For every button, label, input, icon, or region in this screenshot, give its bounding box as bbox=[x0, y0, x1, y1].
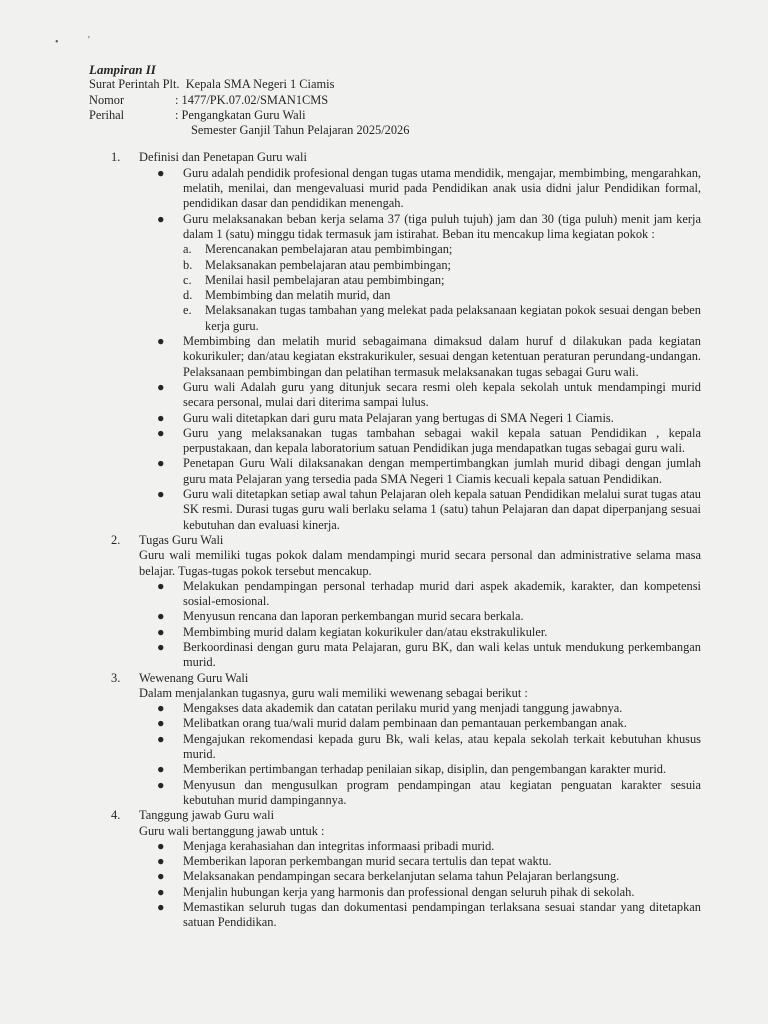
section-title: Definisi dan Penetapan Guru wali bbox=[139, 150, 307, 165]
bullet-list bbox=[139, 166, 701, 533]
bullet-icon: ● bbox=[157, 624, 165, 639]
header-label: Surat Perintah Plt. bbox=[89, 77, 180, 92]
list-item bbox=[157, 426, 701, 457]
bullet-icon: ● bbox=[157, 869, 165, 884]
section-body bbox=[139, 808, 701, 930]
bullet-icon: ● bbox=[157, 762, 165, 777]
list-item bbox=[157, 487, 701, 533]
bullet-text: Guru yang melaksanakan tugas tambahan sebagai wakil kepala satuan Pendidikan , kepala perpustakaan, dan kepala laboratorium satuan Pendidikan juga mendapatkan tugas sebagai guru wali. bbox=[183, 425, 701, 456]
section-body bbox=[139, 671, 701, 809]
sub-list-item bbox=[183, 288, 701, 303]
header-value: : 1477/PK.07.02/SMAN1CMS bbox=[175, 92, 329, 107]
sub-item-letter: b. bbox=[183, 257, 193, 272]
bullet-icon: ● bbox=[157, 578, 165, 593]
bullet-text: Menjalin hubungan kerja yang harmonis dan professional dengan seluruh pihak di sekolah. bbox=[183, 884, 635, 899]
sub-item-text: Menilai hasil pembelajaran atau pembimbingan; bbox=[205, 272, 445, 287]
bullet-text: Memberikan pertimbangan terhadap penilaian sikap, disiplin, dan pengembangan karakter murid. bbox=[183, 762, 667, 777]
header-row-letter bbox=[89, 77, 701, 92]
bullet-icon: ● bbox=[157, 379, 165, 394]
list-item bbox=[157, 212, 701, 334]
list-item bbox=[157, 732, 701, 763]
section-2 bbox=[111, 533, 701, 671]
bullet-icon: ● bbox=[157, 639, 165, 654]
bullet-text: Menyusun dan mengusulkan program pendampingan atau kegiatan penguatan karakter sesuia kebutuhan murid dampingannya. bbox=[183, 777, 701, 807]
section-number: 4. bbox=[111, 808, 121, 823]
bullet-text: Mengakses data akademik dan catatan perilaku murid yang menjadi tanggung jawabnya. bbox=[183, 701, 623, 716]
section-number: 2. bbox=[111, 532, 121, 547]
sub-item-text: Membimbing dan melatih murid, dan bbox=[205, 288, 391, 303]
bullet-list bbox=[139, 839, 701, 931]
sub-item-text: Merencanakan pembelajaran atau pembimbingan; bbox=[205, 242, 453, 257]
section-body bbox=[139, 533, 701, 671]
list-item bbox=[157, 854, 701, 869]
header-value: : Pengangkatan Guru Wali bbox=[175, 107, 306, 122]
bullet-text: Guru melaksanakan beban kerja selama 37 (tiga puluh tujuh) jam dan 30 (tiga puluh) menit jam kerja dalam 1 (satu) minggu tidak termasuk jam istirahat. Beban itu mencakup lima kegiatan pokok : bbox=[183, 211, 701, 241]
bullet-icon: ● bbox=[157, 701, 165, 716]
bullet-text: Membimbing dan melatih murid sebagaimana dimaksud dalam huruf d dilakukan pada kegiatan kokurikuler; dan/atau kegiatan ekstrakurikuler, sesuai dengan ketentuan peraturan perundang-undangan. Pelaksanaan pembimbingan dan pelatihan termasuk melaksanakan tugas sebagai Guru wali. bbox=[183, 334, 701, 379]
list-item bbox=[157, 380, 701, 411]
bullet-icon: ● bbox=[157, 716, 165, 731]
bullet-text: Melibatkan orang tua/wali murid dalam pembinaan dan pemantauan perkembangan anak. bbox=[183, 716, 627, 731]
bullet-icon: ● bbox=[157, 900, 165, 915]
sub-item-text: Melaksanakan pembelajaran atau pembimbingan; bbox=[205, 257, 451, 272]
bullet-text: Melakukan pendampingan personal terhadap murid dari aspek akademik, karakter, dan kompetensi sosial-emosional. bbox=[183, 578, 701, 609]
bullet-icon: ● bbox=[157, 884, 165, 899]
section-body bbox=[139, 150, 701, 532]
bullet-text: Memberikan laporan perkembangan murid secara tertulis dan tepat waktu. bbox=[183, 854, 552, 869]
sub-item-letter: d. bbox=[183, 288, 193, 303]
sub-list-item bbox=[183, 242, 701, 257]
header-row-number bbox=[89, 93, 701, 108]
bullet-icon: ● bbox=[157, 731, 165, 746]
list-item bbox=[157, 869, 701, 884]
header-value: Kepala SMA Negeri 1 Ciamis bbox=[185, 77, 335, 92]
bullet-text: Guru wali ditetapkan setiap awal tahun Pelajaran oleh kepala satuan Pendidikan melalui surat tugas atau SK resmi. Durasi tugas guru wali berlaku selama 1 (satu) tahun Pelajaran dan dapat diperpanjang sesuai kebutuhan dan evaluasi kinerja. bbox=[183, 487, 701, 532]
list-item bbox=[157, 762, 701, 777]
sections-list bbox=[111, 150, 701, 930]
sub-list-item bbox=[183, 258, 701, 273]
bullet-text: Mengajukan rekomendasi kepada guru Bk, wali kelas, atau kepala sekolah terkait kebutuhan khusus murid. bbox=[183, 731, 701, 762]
sub-list-item bbox=[183, 273, 701, 288]
bullet-icon: ● bbox=[157, 487, 165, 502]
list-item bbox=[157, 701, 701, 716]
list-item bbox=[157, 579, 701, 610]
header-label: Nomor bbox=[89, 92, 125, 107]
bullet-text: Guru wali ditetapkan dari guru mata Pelajaran yang bertugas di SMA Negeri 1 Ciamis. bbox=[183, 410, 614, 425]
attachment-title: Lampiran II bbox=[89, 62, 156, 77]
bullet-icon: ● bbox=[157, 165, 165, 180]
bullet-text: Berkoordinasi dengan guru mata Pelajaran, guru BK, dan wali kelas untuk mendukung perkembangan murid. bbox=[183, 639, 701, 670]
bullet-text: Penetapan Guru Wali dilaksanakan dengan mempertimbangkan jumlah murid dibagi dengan jumlah guru mata Pelajaran yang tersedia pada SMA Negeri 1 Ciamis kecuali kepala satuan Pendidikan. bbox=[183, 456, 701, 486]
list-item bbox=[157, 456, 701, 487]
bullet-icon: ● bbox=[157, 456, 165, 471]
section-title: Tugas Guru Wali bbox=[139, 532, 224, 547]
section-number: 1. bbox=[111, 150, 121, 165]
bullet-icon: ● bbox=[157, 410, 165, 425]
bullet-text: Guru wali Adalah guru yang ditunjuk secara resmi oleh kepala sekolah untuk mendampingi murid secara personal, mulai dari diterima sampai lulus. bbox=[183, 379, 701, 410]
header-subject-line2: Semester Ganjil Tahun Pelajaran 2025/2026 bbox=[191, 123, 410, 138]
bullet-icon: ● bbox=[157, 211, 165, 226]
sub-item-letter: c. bbox=[183, 272, 192, 287]
header-label: Perihal bbox=[89, 107, 125, 122]
bullet-icon: ● bbox=[157, 334, 165, 349]
document-page bbox=[89, 62, 701, 931]
list-item bbox=[157, 640, 701, 671]
bullet-text: Melaksanakan pendampingan secara berkelanjutan selama tahun Pelajaran berlangsung. bbox=[183, 869, 620, 884]
list-item bbox=[157, 716, 701, 731]
sub-list bbox=[183, 242, 701, 334]
bullet-text: Menyusun rencana dan laporan perkembangan murid secara berkala. bbox=[183, 609, 524, 624]
list-item bbox=[157, 166, 701, 212]
bullet-icon: ● bbox=[157, 838, 165, 853]
list-item bbox=[157, 334, 701, 380]
scan-speck: ' bbox=[88, 35, 90, 46]
bullet-icon: ● bbox=[157, 777, 165, 792]
bullet-icon: ● bbox=[157, 425, 165, 440]
list-item bbox=[157, 411, 701, 426]
header-row-subject bbox=[89, 108, 701, 123]
section-title: Wewenang Guru Wali bbox=[139, 670, 249, 685]
sub-item-letter: e. bbox=[183, 303, 192, 318]
bullet-list bbox=[139, 579, 701, 671]
section-3 bbox=[111, 671, 701, 809]
bullet-list bbox=[139, 701, 701, 808]
list-item bbox=[157, 778, 701, 809]
section-title: Tanggung jawab Guru wali bbox=[139, 808, 275, 823]
sub-list-item bbox=[183, 303, 701, 334]
bullet-text: Membimbing murid dalam kegiatan kokurikuler dan/atau ekstrakulikuler. bbox=[183, 624, 548, 639]
list-item bbox=[157, 900, 701, 931]
list-item bbox=[157, 625, 701, 640]
section-intro: Guru wali memiliki tugas pokok dalam mendampingi murid secara personal dan administrative selama masa belajar. Tugas-tugas pokok tersebut mencakup. bbox=[139, 548, 701, 578]
bullet-text: Memastikan seluruh tugas dan dokumentasi pendampingan terlaksana sesuai standar yang ditetapkan satuan Pendidikan. bbox=[183, 900, 701, 930]
bullet-icon: ● bbox=[157, 609, 165, 624]
list-item bbox=[157, 839, 701, 854]
bullet-text: Guru adalah pendidik profesional dengan tugas utama mendidik, mengajar, membimbing, mengarahkan, melatih, menilai, dan mengevaluasi murid pada Pendidikan anak usia didni jalur Pendidikan formal, pendidikan dasar dan pendidikan menengah. bbox=[183, 165, 701, 211]
section-number: 3. bbox=[111, 670, 121, 685]
section-1 bbox=[111, 150, 701, 532]
list-item bbox=[157, 609, 701, 624]
scan-speck: • bbox=[55, 37, 59, 48]
bullet-icon: ● bbox=[157, 854, 165, 869]
list-item bbox=[157, 885, 701, 900]
sub-item-text: Melaksanakan tugas tambahan yang melekat pada pelaksanaan kegiatan pokok sesuai dengan beben kerja guru. bbox=[205, 303, 701, 333]
section-intro: Dalam menjalankan tugasnya, guru wali memiliki wewenang sebagai berikut : bbox=[139, 685, 528, 700]
bullet-text: Menjaga kerahasiahan dan integritas informaasi pribadi murid. bbox=[183, 838, 495, 853]
sub-item-letter: a. bbox=[183, 242, 192, 257]
section-4 bbox=[111, 808, 701, 930]
section-intro: Guru wali bertanggung jawab untuk : bbox=[139, 823, 325, 838]
